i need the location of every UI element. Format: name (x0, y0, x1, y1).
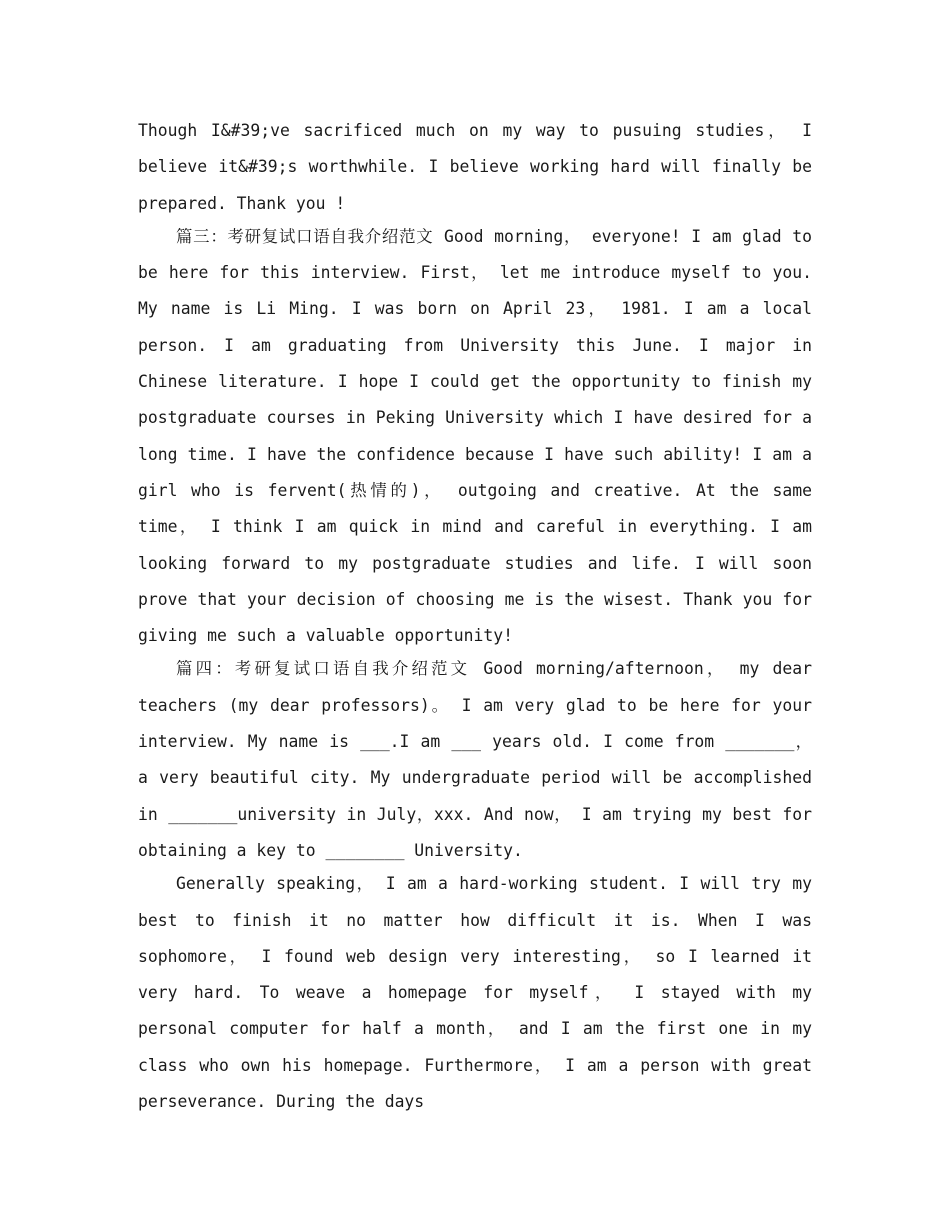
paragraph-section-four-continued: Generally speaking， I am a hard-working student. I will try my best to finish it no matter how difficult it is. When I was sophomore， I found web design very interesting， so I learned it very hard. To weave a homepage for myself， I stayed with my personal computer for half a month， and I am the first one in my class who own his homepage. Furthermore， I am a person with great perseverance. During the days (138, 874, 812, 1112)
paragraph-section-four: 篇四：考研复试口语自我介绍范文 Good morning/afternoon， my dear teachers (my dear professors)。 I am very glad to be here for your interview. My name is ___.I am ___ years old. I come from _______， a very beautiful city. My undergraduate period will be accomplished in _______university in July，xxx. And now， I am trying my best for obtaining a key to ________ University. (138, 659, 812, 860)
paragraph-section-three: 篇三：考研复试口语自我介绍范文 Good morning， everyone! I am glad to be here for this interview. First， let me introduce myself to you. My name is Li Ming. I was born on April 23， 1981. I am a local person. I am graduating from University this June. I major in Chinese literature. I hope I could get the opportunity to finish my postgraduate courses in Peking University which I have desired for a long time. I have the confidence because I have such ability! I am a girl who is fervent(热情的)， outgoing and creative. At the same time， I think I am quick in mind and careful in everything. I am looking forward to my postgraduate studies and life. I will soon prove that your decision of choosing me is the wisest. Thank you for giving me such a valuable opportunity! (138, 226, 812, 646)
paragraph-closing: Though I&#39;ve sacrificed much on my way to pusuing studies， I believe it&#39;s worthwhile. I believe working hard will finally be prepared. Thank you ! (138, 121, 812, 213)
document-body (138, 113, 812, 1120)
